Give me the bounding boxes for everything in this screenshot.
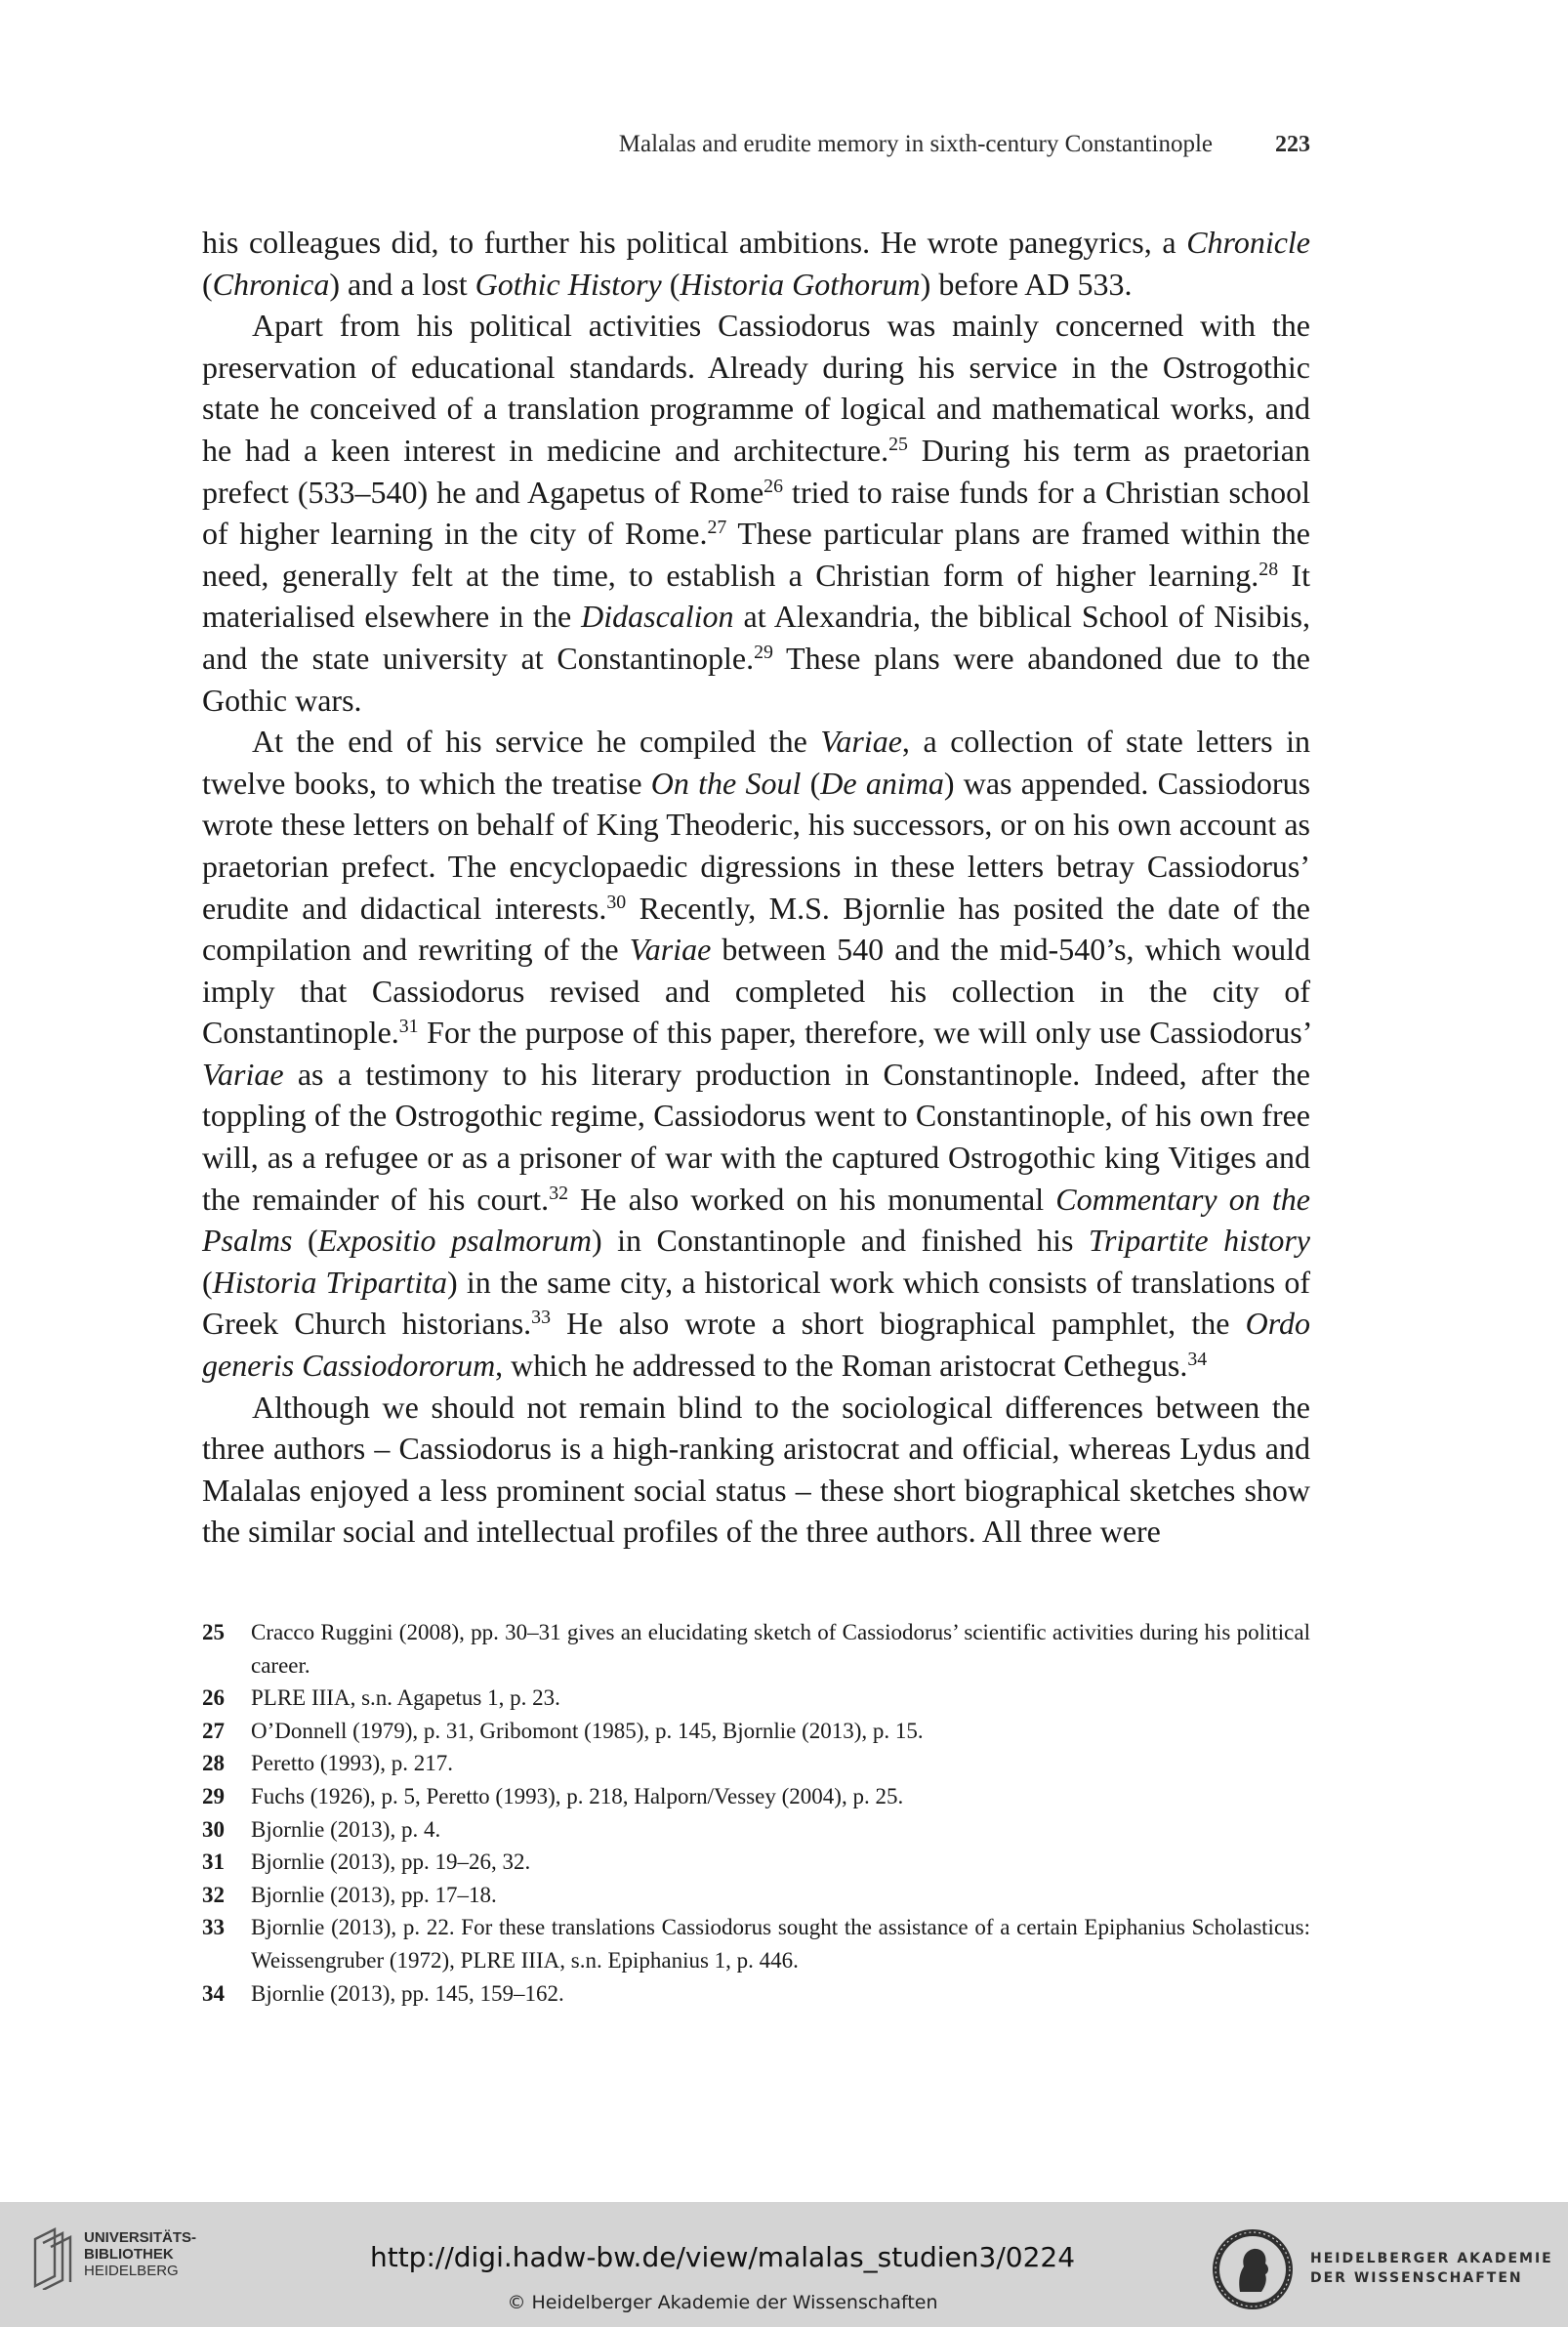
footnote-text: O’Donnell (1979), p. 31, Gribomont (1985), p. 145, Bjornlie (2013), p. 15. — [251, 1718, 924, 1743]
text-run: as a testimony to his literary production in Constantinople. Indeed, after the toppling of the Ostrogothic regime, Cassiodorus went to Constantinople, of his own free will, as a refugee or as a prisoner of war with the captured Ostrogothic king Vitiges and the remainder of his court. — [202, 1056, 1310, 1217]
text-run: between 540 and the mid-540’s, which would imply that Cassiodorus revised and completed his collection in the city of Constantinople. — [202, 932, 1311, 1051]
text-run: at Alexandria, the biblical School of Nisibis, and the state university at Constantinople. — [202, 599, 1311, 676]
footnote-text: Peretto (1993), p. 217. — [251, 1751, 453, 1776]
footnote-ref: 29 — [754, 642, 773, 664]
running-head — [202, 131, 1310, 170]
text-run: , a collection of state letters in twelve books, to which the treatise — [202, 724, 1311, 801]
footnote-item — [202, 1780, 1310, 1813]
text-run: ( — [292, 1223, 318, 1259]
academy-seal-icon[interactable] — [1211, 2227, 1295, 2311]
footnote-text: Bjornlie (2013), pp. 17–18. — [251, 1882, 497, 1907]
footnote-ref: 33 — [531, 1307, 551, 1329]
library-name-line: BIBLIOTHEK — [84, 2246, 174, 2263]
copyright-notice: © Heidelberger Akademie der Wissenschaften — [507, 2292, 938, 2313]
footnote-ref: 34 — [1187, 1349, 1208, 1371]
footer-bar — [0, 2202, 1568, 2327]
footnote-item — [202, 1846, 1310, 1879]
footnote-number: 27 — [202, 1718, 225, 1743]
text-run: , which he addressed to the Roman aristocrat Cethegus. — [495, 1348, 1188, 1384]
footnote-number: 26 — [202, 1685, 225, 1711]
main-text — [202, 222, 1310, 1553]
footnote-item — [202, 1715, 1310, 1748]
italic-title: De anima — [820, 765, 944, 801]
footnote-text: Bjornlie (2013), p. 4. — [251, 1816, 441, 1842]
library-book-icon — [29, 2225, 78, 2290]
footnote-number: 28 — [202, 1751, 225, 1776]
italic-title: Variae — [202, 1056, 284, 1092]
footnote-ref: 32 — [549, 1182, 569, 1204]
footnote-text: Bjornlie (2013), pp. 145, 159–162. — [251, 1980, 564, 2006]
footnote-text: PLRE IIIA, s.n. Agapetus 1, p. 23. — [251, 1685, 560, 1711]
footnote-ref: 31 — [398, 1016, 419, 1038]
footnote-text: Bjornlie (2013), p. 22. For these translations Cassiodorus sought the assistance of a certain Epiphanius Scholasticus: Weissengruber (1972), PLRE IIIA, s.n. Epiphanius 1, p. 446. — [251, 1915, 1310, 1973]
text-run: ( — [202, 1264, 213, 1300]
text-run: ( — [801, 765, 821, 801]
italic-title: Chronicle — [1186, 225, 1310, 260]
italic-title: Historia Gothorum — [680, 266, 921, 302]
text-run: ( — [202, 266, 213, 302]
italic-title: Variae — [629, 932, 712, 968]
paragraph-3 — [202, 721, 1310, 1387]
footnote-ref: 25 — [888, 434, 908, 456]
italic-title: Ordo generis Cassiodororum — [202, 1306, 1311, 1384]
text-run: ) was appended. Cassiodorus wrote these letters on behalf of King Theoderic, his successors, or on his own account as praetorian prefect. The encyclopaedic digressions in these letters betray Cassiodorus’ erudite and didactical interests. — [202, 765, 1311, 926]
text-run: Apart from his political activities Cassiodorus was mainly concerned with the preservation of educational standards. Already during his service in the Ostrogothic state he conceived of a translation programme of logical and mathematical works, and he had a keen interest in medicine and architecture. — [202, 308, 1310, 468]
footnote-item — [202, 1747, 1310, 1780]
footnote-item — [202, 1616, 1310, 1682]
paragraph-4: Although we should not remain blind to the sociological differences between the three authors – Cassiodorus is a high-ranking aristocrat and official, whereas Lydus and Malalas enjoyed a less prominent social status – these short biographical sketches show the similar social and intellectual profiles of the three authors. All three were — [202, 1389, 1310, 1550]
italic-title: Historia Tripartita — [212, 1264, 448, 1300]
source-url-link[interactable]: http://digi.hadw-bw.de/view/malalas_studien3/0224 — [369, 2241, 1076, 2273]
italic-title: Tripartite history — [1088, 1223, 1311, 1259]
footnote-number: 29 — [202, 1783, 225, 1808]
footnote-item — [202, 1813, 1310, 1847]
library-name — [84, 2229, 196, 2279]
running-head-title: Malalas and erudite memory in sixth-century Constantinople — [618, 131, 1213, 157]
footnote-text: Fuchs (1926), p. 5, Peretto (1993), p. 218, Halporn/Vessey (2004), p. 25. — [251, 1783, 904, 1808]
italic-title: On the Soul — [650, 765, 802, 801]
text-run: During his term as praetorian prefect (533–540) he and Agapetus of Rome — [202, 432, 1311, 510]
italic-title: Didascalion — [581, 599, 734, 635]
footnote-number: 32 — [202, 1882, 225, 1907]
library-name-line: HEIDELBERG — [84, 2263, 179, 2279]
text-run: It materialised elsewhere in the — [202, 557, 1311, 635]
footnote-item — [202, 1879, 1310, 1912]
footnote-number: 25 — [202, 1620, 225, 1644]
italic-title: Commentary on the Psalms — [202, 1181, 1311, 1259]
footnote-ref: 30 — [606, 891, 627, 913]
library-logo[interactable] — [29, 2225, 225, 2294]
footnote-ref: 27 — [707, 517, 727, 539]
text-run: Recently, M.S. Bjornlie has posited the date of the compilation and rewriting of the — [202, 890, 1311, 968]
page-number: 223 — [1275, 132, 1310, 157]
paragraph-2 — [202, 305, 1310, 721]
text-run: ) in the same city, a historical work which consists of translations of Greek Church historians. — [202, 1264, 1311, 1342]
footnotes — [202, 1616, 1310, 2010]
text-run: For the purpose of this paper, therefore, we will only use Cassiodorus’ — [418, 1015, 1310, 1051]
academy-name — [1310, 2249, 1553, 2288]
paragraph-1 — [202, 222, 1310, 305]
text-run: He also wrote a short biographical pamphlet, the — [551, 1306, 1246, 1342]
footnote-text: Bjornlie (2013), pp. 19–26, 32. — [251, 1849, 531, 1875]
text-run: his colleagues did, to further his political ambitions. He wrote panegyrics, a — [202, 225, 1187, 260]
text-run: tried to raise funds for a Christian school of higher learning in the city of Rome. — [202, 474, 1311, 552]
text-run: ( — [661, 266, 681, 302]
text-run: These particular plans are framed within the need, generally felt at the time, to establish a Christian form of higher learning. — [202, 516, 1310, 593]
text-run: ) before AD 533. — [920, 266, 1133, 302]
text-run: These plans were abandoned due to the Gothic wars. — [202, 640, 1311, 718]
library-name-line: UNIVERSITÄTS- — [84, 2229, 197, 2246]
footnote-number: 30 — [202, 1816, 225, 1842]
italic-title: Variae — [820, 724, 902, 760]
footnote-item — [202, 1911, 1310, 1976]
footnote-item — [202, 1977, 1310, 2011]
footnote-ref: 28 — [1259, 558, 1279, 580]
italic-title: Chronica — [212, 266, 330, 302]
footnote-number: 31 — [202, 1849, 225, 1875]
academy-name-line: HEIDELBERGER AKADEMIE — [1310, 2251, 1553, 2266]
footnote-number: 33 — [202, 1915, 225, 1940]
text-run: ) in Constantinople and finished his — [592, 1223, 1089, 1259]
text-run: ) and a lost — [329, 266, 475, 302]
footnote-item — [202, 1682, 1310, 1715]
footnote-text: Cracco Ruggini (2008), pp. 30–31 gives an elucidating sketch of Cassiodorus’ scientific activities during his political career. — [251, 1620, 1310, 1678]
italic-title: Expositio psalmorum — [317, 1223, 592, 1259]
footnote-ref: 26 — [763, 475, 783, 497]
footnote-number: 34 — [202, 1980, 225, 2006]
academy-name-line: DER WISSENSCHAFTEN — [1310, 2270, 1523, 2286]
italic-title: Gothic History — [475, 266, 662, 302]
text-run: At the end of his service he compiled the — [252, 724, 821, 760]
text-run: He also worked on his monumental — [568, 1181, 1056, 1217]
